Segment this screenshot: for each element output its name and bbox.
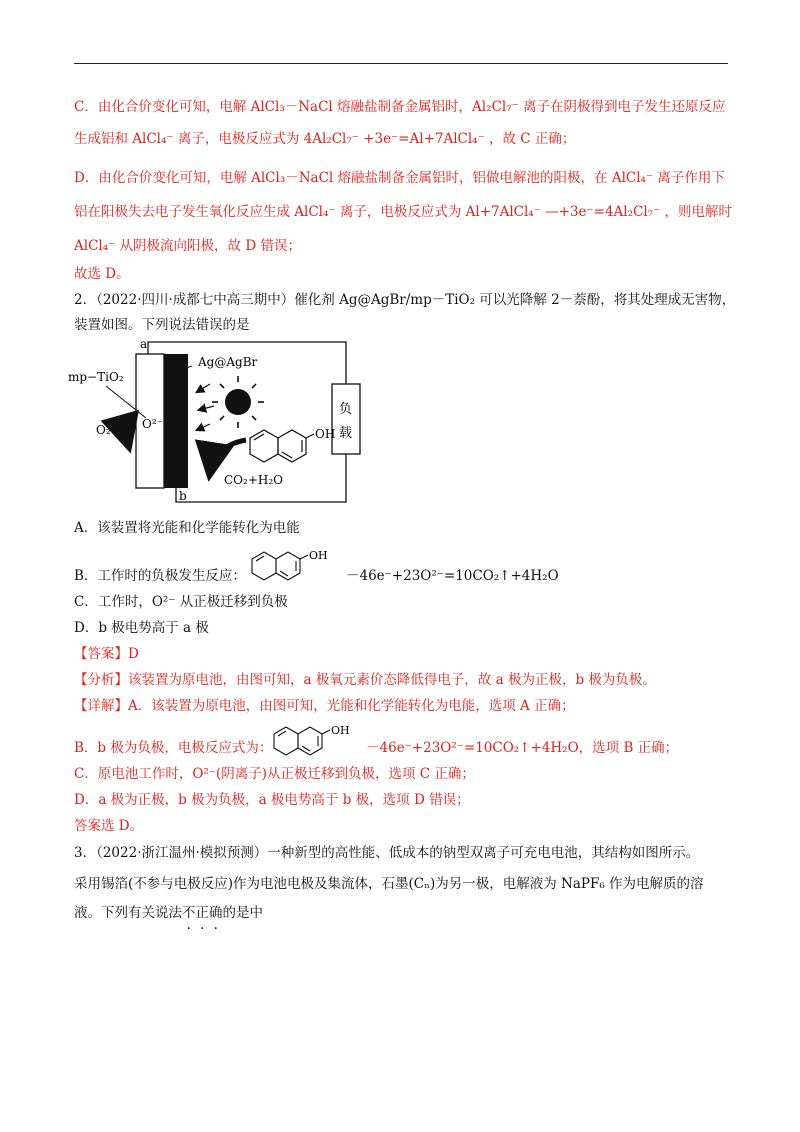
degradation-arrow bbox=[210, 440, 246, 472]
explain-d: D．a 极为正极，b 极为负极，a 极电势高于 b 极，选项 D 错误； bbox=[74, 792, 470, 808]
option-b-prefix: B．工作时的负极发生反应： bbox=[74, 568, 246, 584]
header-rule bbox=[74, 63, 728, 64]
agbr-electrode bbox=[164, 354, 188, 488]
option-c-line-1: C．由化合价变化可知，电解 AlCl₃－NaCl 熔融盐制备金属铝时，Al₂Cl₇⁻ 离子在阴极得到电子发生还原反应 bbox=[74, 99, 726, 115]
question-2-line-2: 装置如图。下列说法错误的是 bbox=[74, 317, 250, 333]
choose-answer-1: 故选 D。 bbox=[74, 266, 130, 282]
naphthol-structure bbox=[250, 430, 314, 462]
option-d: D．b 极电势高于 a 极 bbox=[74, 620, 209, 636]
agbr-label: Ag@AgBr bbox=[198, 355, 258, 369]
battery-diagram bbox=[64, 334, 384, 510]
explain-b-suffix: －46e⁻+23O²⁻=10CO₂↑+4H₂O，选项 B 正确； bbox=[366, 740, 679, 756]
electrode-b-label: b bbox=[179, 489, 187, 503]
tio2-label: mp−TiO₂ bbox=[68, 370, 124, 384]
option-c: C．工作时，O²⁻ 从正极迁移到负极 bbox=[74, 594, 288, 610]
analysis-label: 【分析】该装置为原电池，由图可知，a 极氧元素价态降低得电子，故 a 极为正极，b 极为负极。 bbox=[74, 672, 656, 688]
detail-label: 【详解】A．该装置为原电池，由图可知，光能和化学能转化为电能，选项 A 正确； bbox=[74, 698, 575, 714]
load-label-bottom: 载 bbox=[339, 426, 353, 441]
choose-answer-2: 答案选 D。 bbox=[74, 818, 144, 834]
question-3-line-1: 3．（2022·浙江温州·模拟预测）一种新型的高性能、低成本的钠型双离子可充电电池，其结构如图所示。 bbox=[74, 845, 700, 861]
question-2-line-1: 2．（2022·四川·成都七中高三期中）催化剂 Ag@AgBr/mp－TiO₂ 可以光降解 2－萘酚，将其处理成无害物， bbox=[74, 292, 736, 308]
load-box bbox=[332, 384, 360, 454]
explain-b-prefix: B．b 极为负极，电极反应式为： bbox=[74, 740, 273, 756]
option-d-line-1: D．由化合价变化可知，电解 AlCl₃－NaCl 熔融盐制备金属铝时，铝做电解池的阳极，在 AlCl₄⁻ 离子作用下 bbox=[74, 170, 725, 186]
option-d-line-2: 铝在阳极失去电子发生氧化反应生成 AlCl₄⁻ 离子，电极反应式为 Al+7AlCl₄⁻ —+3e⁻=4Al₂Cl₇⁻ ，则电解时 bbox=[74, 204, 733, 220]
oxygen-arrow bbox=[108, 424, 128, 444]
naphthol-formula-b bbox=[246, 545, 336, 589]
option-d-line-3: AlCl₄⁻ 从阴极流向阳极，故 D 错误； bbox=[74, 238, 301, 254]
products-label: CO₂+H₂O bbox=[224, 473, 283, 487]
hydroxyl-label: OH bbox=[315, 427, 336, 441]
option-c-line-2: 生成铝和 AlCl₄⁻ 离子，电极反应式为 4Al₂Cl₇⁻ +3e⁻=Al+7AlCl₄⁻ ，故 C 正确； bbox=[74, 131, 576, 147]
naphthol-formula-explain bbox=[268, 720, 358, 764]
load-label-top: 负 bbox=[339, 402, 353, 417]
electrode-a-label: a bbox=[140, 337, 148, 351]
svg-text:OH: OH bbox=[309, 549, 328, 562]
explain-c: C．原电池工作时，O²⁻(阴离子)从正极迁移到负极，选项 C 正确； bbox=[74, 766, 475, 782]
option-b-suffix: －46e⁻+23O²⁻=10CO₂↑+4H₂O bbox=[346, 568, 559, 584]
option-a: A．该装置将光能和化学能转化为电能 bbox=[74, 520, 300, 536]
question-3-line-3: 液。下列有关说法不正确的是中 bbox=[74, 905, 263, 921]
oxide-ion-label: O²⁻ bbox=[142, 417, 163, 431]
sun-icon bbox=[212, 376, 264, 428]
question-3-line-2: 采用锡箔(不参与电极反应)作为电池电极及集流体，石墨(Cₙ)为另一极，电解液为 NaPF₆ 作为电解质的溶 bbox=[74, 876, 704, 892]
answer-label: 【答案】D bbox=[74, 646, 139, 662]
svg-text:OH: OH bbox=[331, 724, 350, 737]
oxygen-label: O₂ bbox=[96, 423, 111, 437]
